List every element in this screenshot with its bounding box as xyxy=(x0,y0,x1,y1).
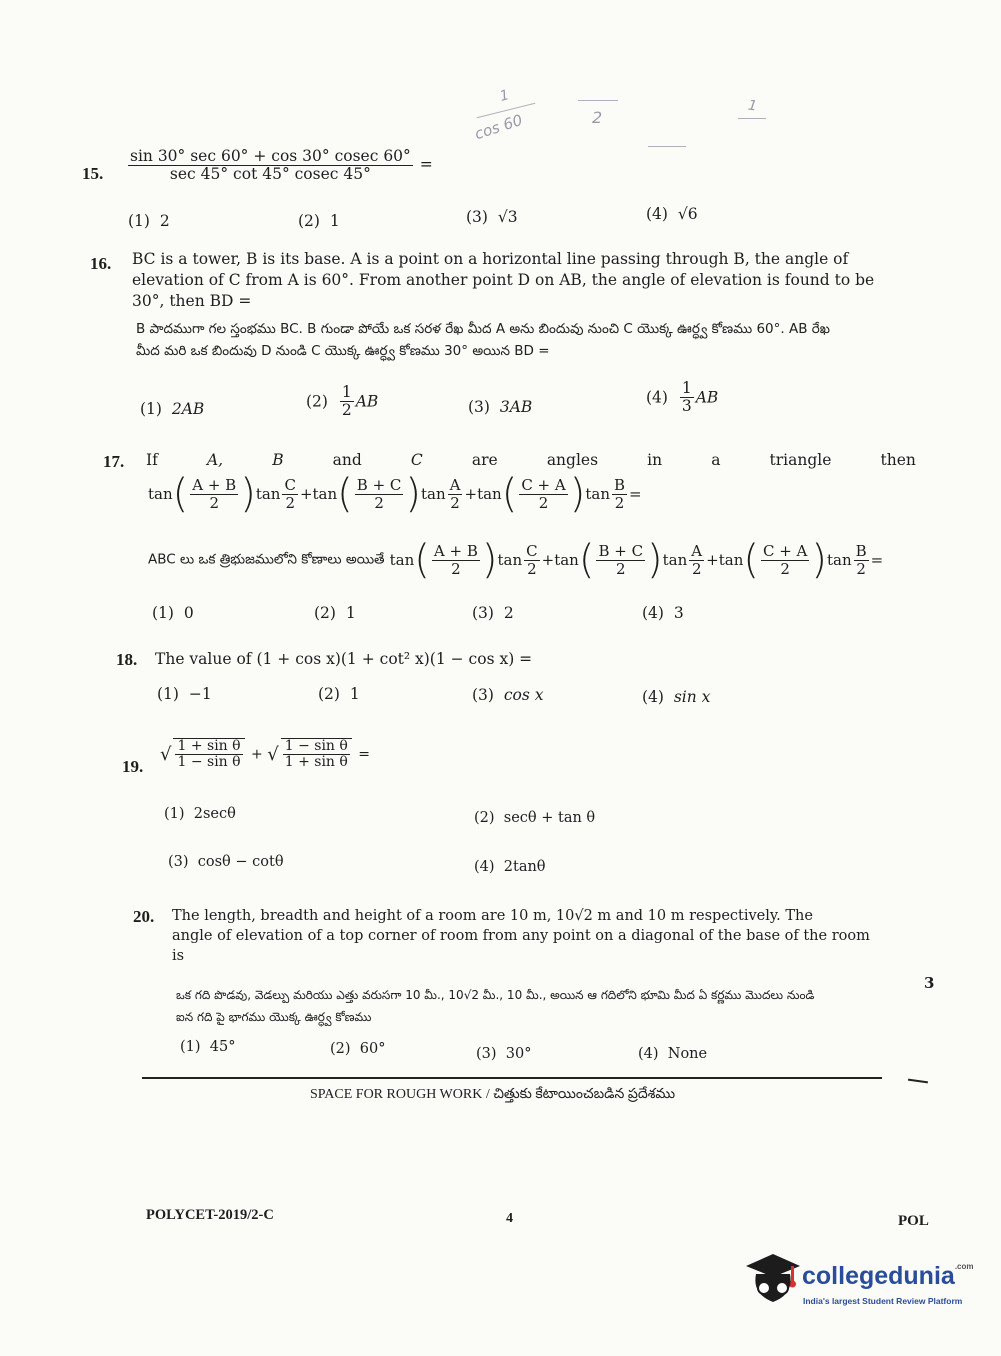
fraction-denominator: 3 xyxy=(681,397,692,416)
option-number: (4) xyxy=(646,205,668,223)
fraction-numerator: A + B xyxy=(433,542,478,560)
q16-opt2-fraction xyxy=(340,384,354,419)
paren: ( xyxy=(414,537,430,583)
fraction xyxy=(448,477,463,511)
fraction-denominator: 2 xyxy=(615,559,626,578)
q15-option-2 xyxy=(298,212,340,230)
scribble-cos: cos 60 xyxy=(472,110,525,144)
eq: = xyxy=(629,485,642,503)
q20-te-line-2: ఐన గది పై భాగము యొక్క ఊర్ధ్వ కోణము xyxy=(176,1010,372,1024)
fraction xyxy=(190,477,238,511)
option-number: (2) xyxy=(298,212,320,230)
eq: = xyxy=(358,746,371,763)
paren: ) xyxy=(240,471,256,517)
q15-expression xyxy=(126,148,433,183)
fraction-numerator: C + A xyxy=(521,476,566,494)
option-value: cos x xyxy=(503,686,544,704)
plus: + xyxy=(464,485,478,503)
q16-line-3: 30°, then BD = xyxy=(132,292,252,310)
paren: ) xyxy=(405,471,421,517)
option-value: √3 xyxy=(497,208,518,226)
tan: tan xyxy=(148,485,173,503)
q20-line-1: The length, breadth and height of a room are 10 m, 10√2 m and 10 m respectively. The xyxy=(172,908,813,924)
fraction-denominator: 2 xyxy=(856,559,866,578)
option-number: (4) xyxy=(474,859,495,875)
q16-option-3 xyxy=(468,398,532,416)
fraction-numerator: B xyxy=(613,476,626,494)
fraction xyxy=(612,477,627,511)
option-value: 2 xyxy=(159,212,170,230)
fraction-numerator: C xyxy=(284,476,296,494)
option-value: √6 xyxy=(677,205,698,223)
scribble-line xyxy=(738,118,766,119)
q20-text-en xyxy=(172,906,892,966)
fraction xyxy=(432,543,480,577)
option-value: 0 xyxy=(183,604,194,622)
option-number: (2) xyxy=(474,810,495,826)
option-value: 2tanθ xyxy=(503,859,546,875)
scribble-line xyxy=(648,146,686,147)
q18-option-1 xyxy=(157,685,212,703)
option-number: (3) xyxy=(168,854,189,870)
paren: ) xyxy=(647,537,663,583)
option-value: 45° xyxy=(209,1039,236,1055)
option-number: (1) xyxy=(140,400,162,418)
tan: tan xyxy=(421,485,446,503)
option-number: (1) xyxy=(128,212,150,230)
fraction-denominator: 2 xyxy=(209,493,219,512)
option-value: AB xyxy=(695,388,719,407)
q16-opt4-fraction xyxy=(680,380,694,415)
fraction-numerator: A xyxy=(449,476,461,494)
sqrt-symbol: √ xyxy=(267,743,279,765)
tan: tan xyxy=(477,485,502,503)
tan: tan xyxy=(554,551,579,569)
option-value: 2AB xyxy=(171,400,205,418)
option-value: secθ + tan θ xyxy=(503,810,596,826)
q17-word: are xyxy=(471,451,498,469)
fraction xyxy=(524,543,539,577)
q15-eq: = xyxy=(419,155,433,174)
question-number-17: 17. xyxy=(103,452,125,471)
plus: + xyxy=(541,551,555,569)
option-value: 1 xyxy=(329,212,340,230)
logo-dotcom: .com xyxy=(954,1262,974,1271)
question-number-20: 20. xyxy=(133,907,155,926)
q17-word: A, xyxy=(206,451,224,469)
q17-option-1 xyxy=(152,604,194,622)
collegedunia-wordmark xyxy=(802,1262,973,1291)
q16-option-2 xyxy=(306,384,378,419)
fraction xyxy=(519,477,567,511)
option-number: (3) xyxy=(466,208,488,226)
q15-denominator: sec 45° cot 45° cosec 45° xyxy=(169,165,371,184)
option-number: (1) xyxy=(180,1039,201,1055)
divider-fragment xyxy=(908,1079,928,1083)
q18-option-3 xyxy=(472,686,543,704)
rough-work-label: SPACE FOR ROUGH WORK / చిత్తుకు కేటాయించబడిన ప్రదేశము xyxy=(310,1087,676,1102)
q17-word: If xyxy=(146,451,158,469)
paren: ) xyxy=(481,537,498,583)
option-number: (3) xyxy=(472,686,494,704)
q15-numerator: sin 30° sec 60° + cos 30° cosec 60° xyxy=(130,147,411,165)
tan: tan xyxy=(255,485,281,503)
q18-text: The value of (1 + cos x)(1 + cot² x)(1 − cos x) = xyxy=(155,650,533,668)
q15-option-1 xyxy=(128,212,170,230)
question-number-15: 15. xyxy=(82,164,104,183)
fraction-denominator: 2 xyxy=(538,493,549,512)
option-value: 2secθ xyxy=(193,806,236,822)
sqrt-fraction xyxy=(281,738,352,771)
fraction-numerator: A + B xyxy=(192,476,237,494)
collegedunia-tagline: India's largest Student Review Platform xyxy=(803,1296,963,1306)
exam-code: POLYCET-2019/2-C xyxy=(146,1207,274,1223)
option-value: 3 xyxy=(673,604,684,622)
paren: ( xyxy=(743,537,759,583)
q17-word: a xyxy=(711,451,721,469)
paren: ( xyxy=(172,471,189,517)
rough-work-divider xyxy=(142,1077,882,1079)
q19-option-2 xyxy=(474,810,595,826)
option-number: (2) xyxy=(306,392,328,411)
q17-te-lead: ABC లు ఒక త్రిభుజములోని కోణాలు అయితే xyxy=(148,551,385,568)
fraction xyxy=(689,543,704,577)
fraction-denominator: 2 xyxy=(451,559,461,578)
option-number: (2) xyxy=(314,604,336,622)
option-number: (2) xyxy=(318,685,340,703)
option-value: 30° xyxy=(505,1046,532,1062)
page-number: 4 xyxy=(506,1211,513,1226)
q17-option-4 xyxy=(642,604,684,622)
question-number-16: 16. xyxy=(90,254,112,273)
q17-expression-te xyxy=(148,537,884,583)
tan: tan xyxy=(718,551,744,569)
option-value: 1 xyxy=(345,604,356,622)
q19-option-3 xyxy=(168,854,284,870)
option-value: 1 xyxy=(349,685,360,703)
option-value: 2 xyxy=(503,604,514,622)
scribble-line xyxy=(578,100,618,101)
fraction-numerator: B + C xyxy=(356,476,402,494)
q15-option-3 xyxy=(466,208,518,226)
q17-word: B xyxy=(272,451,284,469)
q17-text-en xyxy=(146,450,916,471)
q16-text-en xyxy=(132,249,927,312)
scribble-three: 1 xyxy=(746,97,758,115)
option-number: (3) xyxy=(476,1046,497,1062)
q16-line-1: BC is a tower, B is its base. A is a point on a horizontal line passing through B, the angle of xyxy=(132,250,849,268)
eq: = xyxy=(870,551,884,569)
fraction-numerator: C + A xyxy=(762,542,808,560)
fraction-numerator: 1 − sin θ xyxy=(284,738,348,754)
fraction-denominator: 2 xyxy=(691,559,702,578)
fraction-numerator: 1 + sin θ xyxy=(177,738,241,754)
option-value: −1 xyxy=(188,685,212,703)
q17-word: triangle xyxy=(769,451,832,469)
paren: ( xyxy=(501,471,518,517)
q20-option-3 xyxy=(476,1046,531,1062)
option-number: (4) xyxy=(638,1046,659,1062)
q16-line-2: elevation of C from A is 60°. From another point D on AB, the angle of elevation is found to be xyxy=(132,271,875,289)
q17-word: then xyxy=(880,451,916,469)
q16-text-te xyxy=(136,318,936,362)
paren: ) xyxy=(811,537,827,583)
fraction xyxy=(761,543,809,577)
fraction-numerator: A xyxy=(691,542,703,560)
option-number: (3) xyxy=(468,398,490,416)
q20-line-3: is xyxy=(172,948,185,964)
q15-option-4 xyxy=(646,205,698,223)
option-number: (4) xyxy=(642,688,664,706)
fraction-denominator: 2 xyxy=(780,559,790,578)
q16-option-1 xyxy=(140,400,204,418)
fraction-numerator: 1 xyxy=(341,383,352,401)
q20-line-2: angle of elevation of a top corner of room from any point on a diagonal of the base of the room xyxy=(172,928,870,944)
tan: tan xyxy=(827,551,852,569)
q16-te-line-2: మీద మరి ఒక బిందువు D నుండి C యొక్క ఊర్ధ్వ కోణము 30° అయిన BD = xyxy=(136,343,550,359)
question-number-18: 18. xyxy=(116,650,138,669)
paren: ) xyxy=(569,471,586,517)
side-mark: 3 xyxy=(924,974,935,992)
scribble-one: 1 xyxy=(498,87,511,105)
option-value: cosθ − cotθ xyxy=(197,854,284,870)
cut-off-text: POL xyxy=(898,1213,929,1229)
fraction-denominator: 2 xyxy=(341,401,352,420)
q17-word: angles xyxy=(546,451,599,469)
option-number: (2) xyxy=(330,1041,351,1057)
q17-expression-en xyxy=(148,471,642,517)
tan: tan xyxy=(389,551,415,569)
fraction xyxy=(282,477,297,511)
tan: tan xyxy=(662,551,688,569)
fraction xyxy=(355,477,404,511)
logo-name: collegedunia xyxy=(802,1262,955,1290)
fraction-numerator: C xyxy=(526,542,538,560)
fraction-numerator: B xyxy=(855,542,867,560)
fraction-denominator: 1 − sin θ xyxy=(177,754,241,771)
option-number: (3) xyxy=(472,604,494,622)
q19-option-4 xyxy=(474,859,546,875)
q20-option-2 xyxy=(330,1041,385,1057)
tan: tan xyxy=(312,485,338,503)
option-number: (4) xyxy=(646,388,668,407)
fraction-denominator: 2 xyxy=(450,493,460,512)
option-value: AB xyxy=(355,392,379,411)
q20-te-line-1: ఒక గది పొడవు, వెడల్పు మరియు ఎత్తు వరుసగా 10 మీ., 10√2 మీ., 10 మీ., అయిన ఆ గదిలోని భూమి మీద ఏ కర్ణము మొదలు నుండి xyxy=(176,988,815,1002)
q20-option-4 xyxy=(638,1046,707,1062)
q16-te-line-1: B పాదముగా గల స్తంభము BC. B గుండా పోయే ఒక సరళ రేఖ మీద A అను బిందువు నుంచి C యొక్క ఊర్ధ్వ కోణము 60°. AB రేఖ xyxy=(136,321,830,337)
paren: ( xyxy=(337,471,353,517)
fraction-denominator: 2 xyxy=(527,559,537,578)
option-number: (1) xyxy=(164,806,185,822)
fraction-denominator: 1 + sin θ xyxy=(284,754,348,771)
collegedunia-logo-icon xyxy=(742,1250,804,1308)
plus: + xyxy=(706,551,719,569)
option-value: sin x xyxy=(673,688,711,706)
plus: + xyxy=(299,485,313,503)
fraction-numerator: 1 xyxy=(681,379,692,397)
fraction xyxy=(596,543,645,577)
option-value: None xyxy=(667,1046,708,1062)
tan: tan xyxy=(497,551,523,569)
fraction xyxy=(854,543,869,577)
q20-option-1 xyxy=(180,1039,235,1055)
q17-word: and xyxy=(332,451,362,469)
q17-word: C xyxy=(410,451,423,469)
option-number: (1) xyxy=(157,685,179,703)
option-value: 3AB xyxy=(499,398,533,416)
paren: ( xyxy=(578,537,595,583)
q17-option-3 xyxy=(472,604,514,622)
question-number-19: 19. xyxy=(122,757,144,776)
q19-option-1 xyxy=(164,806,236,822)
fraction-denominator: 2 xyxy=(614,493,625,512)
scribble-two: 2 xyxy=(592,108,603,127)
q17-option-2 xyxy=(314,604,356,622)
sqrt-fraction xyxy=(173,738,244,771)
q19-expression xyxy=(160,738,370,771)
q18-option-4 xyxy=(642,688,710,706)
plus: + xyxy=(251,746,263,763)
q20-text-te xyxy=(176,984,896,1028)
option-number: (4) xyxy=(642,604,664,622)
q16-option-4 xyxy=(646,380,718,415)
fraction-denominator: 2 xyxy=(285,493,295,512)
q17-word: in xyxy=(647,451,663,469)
fraction-denominator: 2 xyxy=(374,493,384,512)
sqrt-symbol: √ xyxy=(160,743,172,765)
tan: tan xyxy=(585,485,610,503)
option-number: (1) xyxy=(152,604,174,622)
q18-option-2 xyxy=(318,685,360,703)
option-value: 60° xyxy=(359,1041,386,1057)
fraction-numerator: B + C xyxy=(598,542,644,560)
q15-fraction xyxy=(128,148,413,183)
